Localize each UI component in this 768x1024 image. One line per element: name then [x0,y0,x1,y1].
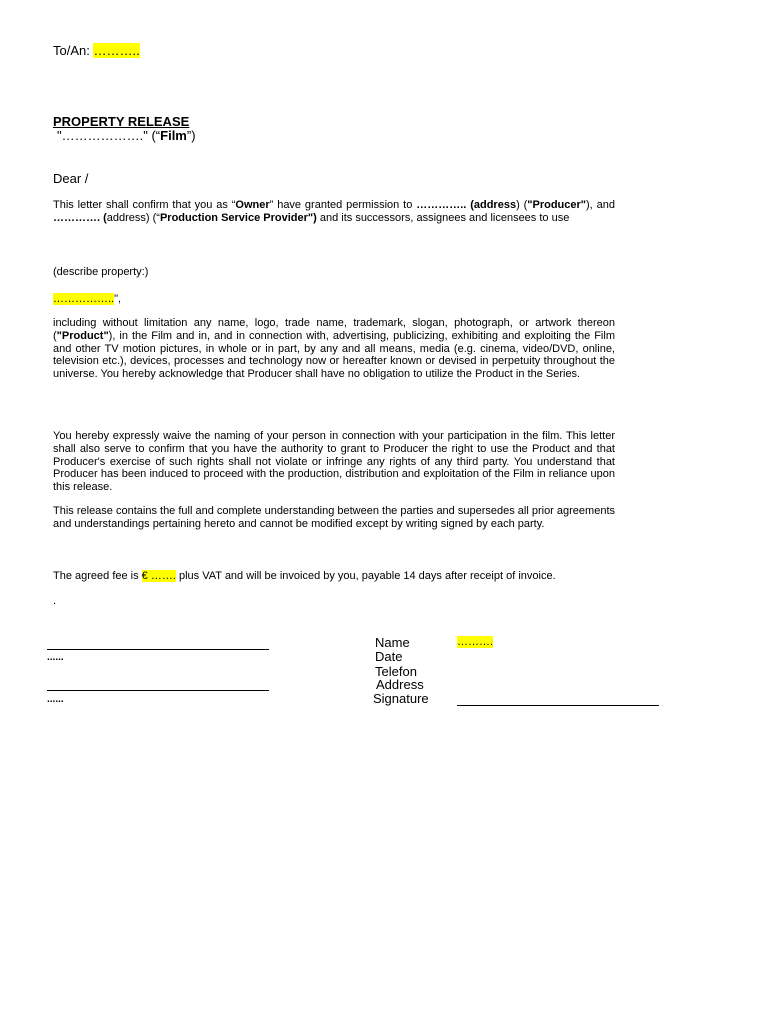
property-suffix: ", [114,293,122,305]
signature-dots-1: ...... [47,652,64,663]
para1-text-7: and its successors, assignees and licensees to use [316,211,570,224]
document-title: PROPERTY RELEASE [53,114,190,129]
dot-line: . [53,595,57,607]
name-label: Name [375,635,410,650]
product-term: "Product" [56,329,109,342]
recipient-line [53,43,140,58]
signature-dots-2: ...... [47,694,64,705]
phone-label: Telefon [375,664,417,679]
film-mid: " (“ [143,128,161,143]
fee-text-1: The agreed fee is [53,570,142,582]
date-label: Date [375,649,403,664]
signature-line-1 [47,649,269,650]
para1-text-6: address) (“ [106,211,160,224]
fee-text-2: plus VAT and will be invoiced by you, payable 14 days after receipt of invoice. [175,570,556,582]
para2-text-2: ), in the Film and in, and in connection with, advertising, publicizing, exhibiting and exploiting the Film and other TV motion pictures, in whole or in part, by any and all means, media (e.g. cinema, video/DVD, online, television etc.), devices, processes and technology now or hereafter known or devised in perpetuity throughout the universe. You hereby acknowledge that Producer shall have no obligation to utilize the Product in the Series. [53,329,615,381]
para1-text-5: and [596,199,615,211]
recipient-label: To/An: [53,43,90,58]
entire-agreement-paragraph: This release contains the full and complete understanding between the parties and supersedes all prior agreements and understandings pertaining hereto and cannot be modified except by writing signed by each party. [53,505,615,530]
para1-text-4: ), [586,199,593,211]
fee-line [53,570,556,582]
address-label: Address [376,677,424,692]
para1-text-1: This letter shall confirm that you as “ [53,199,236,211]
film-placeholder: ………………. [61,128,144,143]
para1-text-2: ” have granted permission to [269,199,417,211]
signature-label: Signature [373,691,429,706]
signature-line-right [457,705,659,706]
owner-term: Owner [235,199,270,211]
producer-address-placeholder: ………….. (address [416,199,517,211]
recipient-placeholder: ……….. [93,43,140,58]
property-line [53,293,121,305]
permission-paragraph [53,199,615,225]
signature-line-2 [47,690,269,691]
usage-paragraph [53,317,615,381]
property-placeholder: …………….. [53,293,115,305]
film-word: Film [160,128,187,143]
psp-placeholder: …………. ( [53,211,107,224]
waiver-paragraph: You hereby expressly waive the naming of your person in connection with your participation in the film. This letter shall also serve to confirm that you have the authority to grant to Producer the right to use the Product and that Producer's exercise of such rights shall not violate or infringe any rights of any third party. You understand that Producer has been induced to proceed with the production, distribution and exploitation of the Film in reliance upon this release. [53,430,615,494]
salutation: Dear / [53,171,89,186]
producer-term: "Producer" [527,199,586,211]
psp-term: Production Service Provider") [159,211,317,224]
film-line [57,128,196,143]
film-quote-open: " [57,128,62,143]
para1-text-3: ) ( [516,199,528,211]
para2-text-1: including without limitation any name, logo, trade name, trademark, slogan, photograph, or artwork thereon ( [53,317,615,342]
name-placeholder: ………. [457,636,494,648]
describe-property-label: (describe property:) [53,266,149,278]
film-end: ”) [186,128,196,143]
fee-amount-placeholder: € ……. [141,570,176,582]
